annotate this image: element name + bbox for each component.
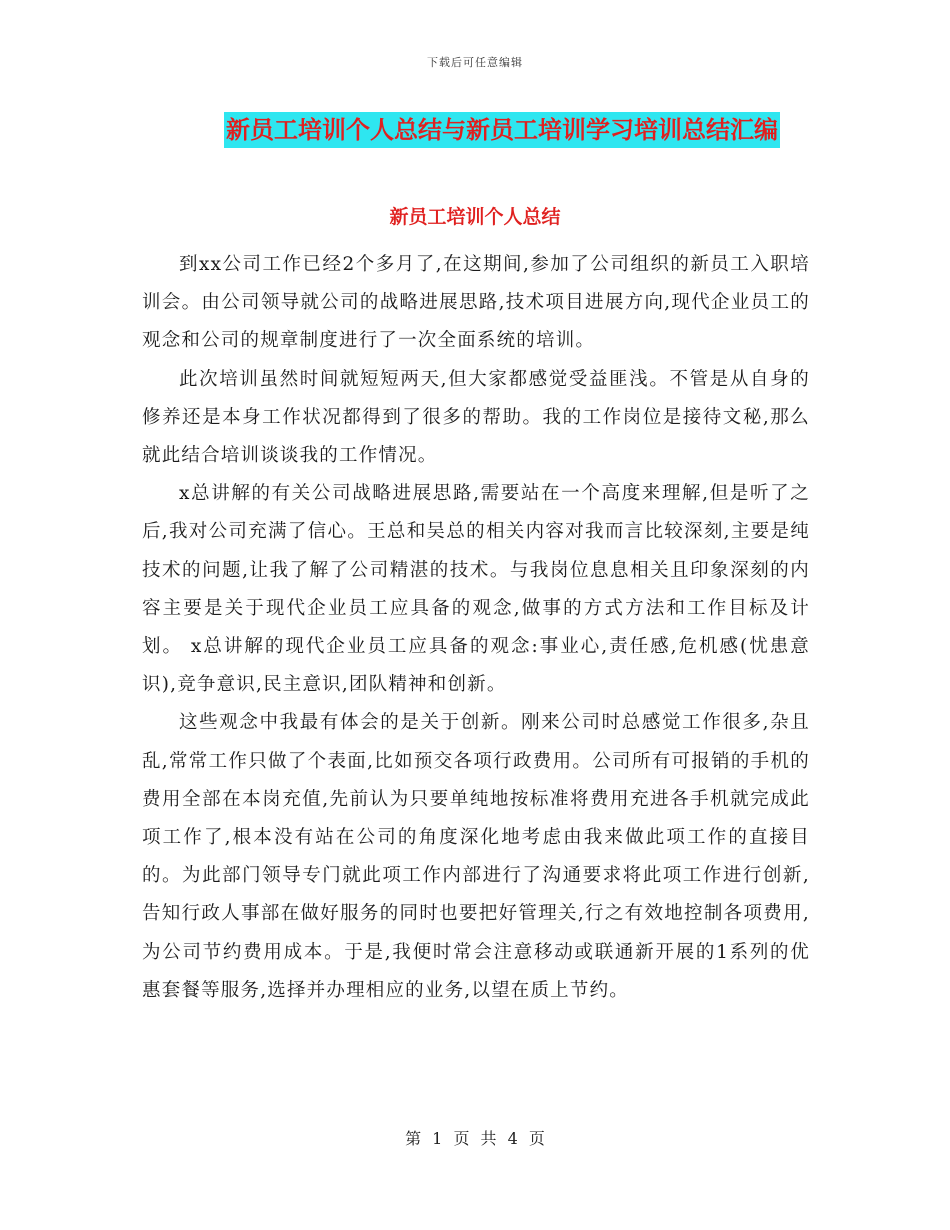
page-footer: 第 1 页 共 4 页 [405,1129,545,1148]
paragraph: 此次培训虽然时间就短短两天,但大家都感觉受益匪浅。不管是从自身的修养还是本身工作状况都得到了很多的帮助。我的工作岗位是接待文秘,那么就此结合培训谈谈我的工作情况。 [142,368,810,467]
section-title: 新员工培训个人总结 [389,206,561,228]
paragraph: 到xx公司工作已经2个多月了,在这期间,参加了公司组织的新员工入职培训会。由公司领导就公司的战略进展思路,技术项目进展方向,现代企业员工的观念和公司的规章制度进行了一次全面系统的培训。 [142,254,810,352]
paragraph: x总讲解的有关公司战略进展思路,需要站在一个高度来理解,但是听了之后,我对公司充满了信心。王总和吴总的相关内容对我而言比较深刻,主要是纯技术的问题,让我了解了公司精湛的技术。与我岗位息息相关且印象深刻的内容主要是关于现代企业员工应具备的观念,做事的方式方法和工作目标及计划。 x总讲解的现代企业员工应具备的观念:事业心,责任感,危机感(忧患意识),竞争意识,民主意识,团队精神和创新。 [142,483,810,696]
paragraph: 这些观念中我最有体会的是关于创新。刚来公司时总感觉工作很多,杂且乱,常常工作只做了个表面,比如预交各项行政费用。公司所有可报销的手机的费用全部在本岗充值,先前认为只要单纯地按标准将费用充进各手机就完成此项工作了,根本没有站在公司的角度深化地考虑由我来做此项工作的直接目的。为此部门领导专门就此项工作内部进行了沟通要求将此项工作进行创新,告知行政人事部在做好服务的同时也要把好管理关,行之有效地控制各项费用,为公司节约费用成本。于是,我便时常会注意移动或联通新开展的1系列的优惠套餐等服务,选择并办理相应的业务,以望在质上节约。 [142,712,810,1001]
document-main-title: 新员工培训个人总结与新员工培训学习培训总结汇编 [224,112,780,148]
main-title-container [0,112,950,148]
header-note: 下载后可任意编辑 [427,56,523,69]
document-body [142,246,810,1010]
